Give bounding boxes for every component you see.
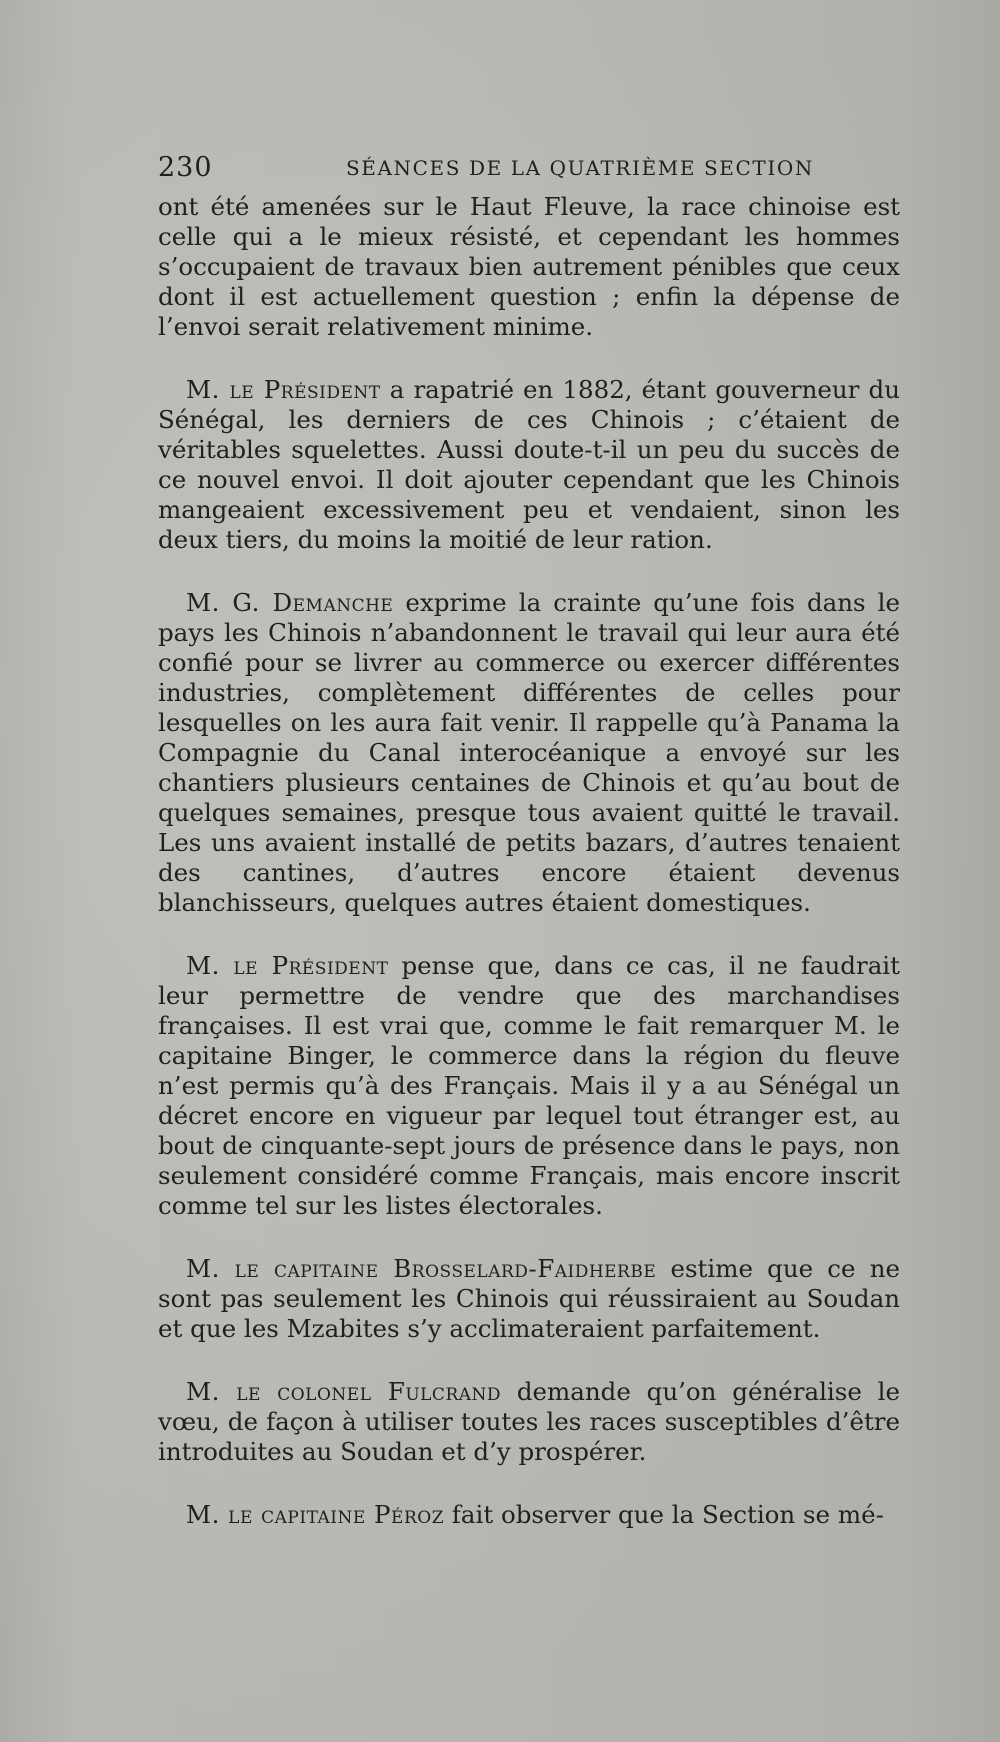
speaker-name: M. le Président: [186, 951, 389, 980]
paragraph-demanche: [158, 588, 900, 918]
page-number: 230: [158, 152, 213, 183]
body-text: [158, 192, 900, 1563]
paragraph-text: fait observer que la Section se mé-: [444, 1500, 884, 1529]
paragraph-text: estime que ce ne sont pas seulement les Chinois qui réussiraient au Soudan et que les Mzabites s’y acclimateraient parfaitement.: [158, 1254, 900, 1343]
paragraph-continuation: [158, 192, 900, 342]
paragraph-text: pense que, dans ce cas, il ne faudrait leur permettre de vendre que des marchandises françaises. Il est vrai que, comme le fait remarquer M. le capitaine Binger, le commerce dans la région du fleuve n’est permis qu’à des Français. Mais il y a au Sénégal un décret encore en vigueur par lequel tout étranger est, au bout de cinquante-sept jours de présence dans le pays, non seulement considéré comme Français, mais encore inscrit comme tel sur les listes électorales.: [158, 951, 900, 1220]
paragraph-peroz: [158, 1500, 900, 1530]
speaker-name: M. le capitaine Brosselard-Faidherbe: [186, 1254, 657, 1283]
speaker-name: M. le Président: [186, 375, 381, 404]
speaker-name: M. le capitaine Péroz: [186, 1500, 445, 1529]
speaker-name: M. G. Demanche: [186, 588, 394, 617]
paragraph-president-1: [158, 375, 900, 555]
paragraph-text: a rapatrié en 1882, étant gouverneur du Sénégal, les derniers de ces Chinois ; c’étaient de véritables squelettes. Aussi doute-t-il un peu du succès de ce nouvel envoi. Il doit ajouter cependant que les Chinois mangeaient excessivement peu et vendaient, sinon les deux tiers, du moins la moitié de leur ration.: [158, 375, 900, 554]
speaker-name: M. le colonel Fulcrand: [186, 1377, 502, 1406]
section-title: SÉANCES DE LA QUATRIÈME SECTION: [346, 156, 814, 180]
paragraph-text: demande qu’on généralise le vœu, de façon à utiliser toutes les races susceptibles d’être introduites au Soudan et d’y prospérer.: [158, 1377, 900, 1466]
paragraph-fulcrand: [158, 1377, 900, 1467]
running-header: [158, 152, 898, 186]
paragraph-brosselard: [158, 1254, 900, 1344]
paragraph-text: exprime la crainte qu’une fois dans le pays les Chinois n’abandonnent le travail qui leur aura été confié pour se livrer au commerce ou exercer différentes industries, complètement différentes de celles pour lesquelles on les aura fait venir. Il rappelle qu’à Panama la Compagnie du Canal interocéanique a envoyé sur les chantiers plusieurs centaines de Chinois et qu’au bout de quelques semaines, presque tous avaient quitté le travail. Les uns avaient installé de petits bazars, d’autres tenaient des cantines, d’autres encore étaient devenus blanchisseurs, quelques autres étaient domestiques.: [158, 588, 900, 917]
paragraph-text: ont été amenées sur le Haut Fleuve, la race chinoise est celle qui a le mieux résisté, et cependant les hommes s’occupaient de travaux bien autrement pénibles que ceux dont il est actuellement question ; enfin la dépense de l’envoi serait relativement minime.: [158, 192, 900, 341]
paragraph-president-2: [158, 951, 900, 1221]
